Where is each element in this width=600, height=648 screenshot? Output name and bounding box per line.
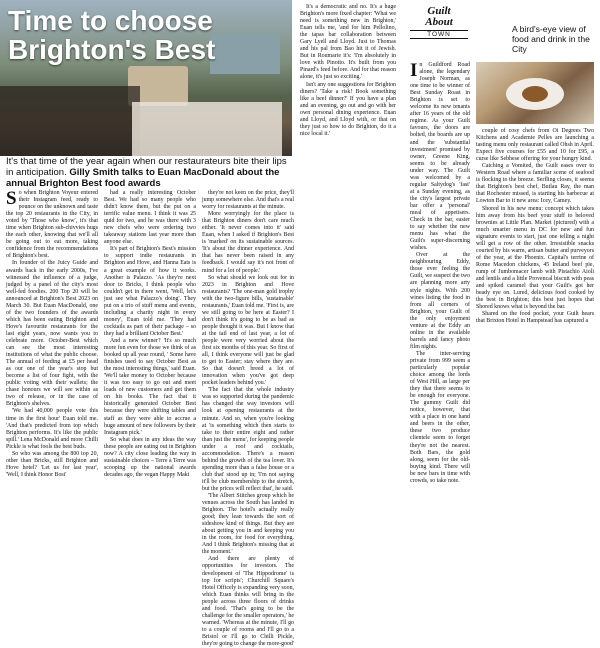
paragraph: More worryingly for the place is that Brighton diners don't care much either. 'It never comes into it' said Euan, when I asked if Brighton's Best is 'marked' on its sustainable sources. 'It's about the dinner experience. And that has never been raised in any feedback. I would say it's not front of mind for a lot of people.' [202, 211, 294, 274]
byline: Gilly Smith talks to Euan MacDonald about the annual Brighton Best food awards [6, 167, 280, 189]
food-photo [476, 62, 594, 124]
headline [8, 6, 215, 64]
paragraph: Over at the neighbouring Eddy, those ever feeling the Guilt, we suspect the two are planning more arty style nights. With 200 wines listing the food in from all corners of Brighton, your Guilt of the only enjoyment venture at the Eddy an online in the available barrels and fancy photo film nights. [410, 252, 470, 350]
paragraph: In founder of the Juicy Guide and awards back in the early 2000s, I've witnessed the influence of a judge, judged by a panel of the city's most well-fed foodies. 200 Top 20 will be announced at Brighton's Best 2023 on March 30. But Euan MacDonald, one of the two founders of the awards which has been eating Brighton and Hove's favourite restaurants for the last eight years, now wants you to celebrate more. October-Best which can see the most interesting institutions of what the public choose. The annual of feeding at £5 per head as our one of the year's stop but become a list of four fight, with the public voting with their wallets; the chase honours we will see within as two of release, or in the case of Brighton's shelves. [6, 260, 98, 408]
paragraph: It's part of Brighton's Best's mission to support indie restaurants in Brighton and Hove, and Hanna Eats is a great example of how it works. Another is Palazzo. 'As they're next door to Bricks, I think people who couldn't get in there went, 'Well, let's just see what Palazzo's doing'. They put on a trio of stuff menu and events, including a charity night in every money', Euan told me. 'They had cocktails as part of their package – so they had a brilliant October Best.' [104, 246, 196, 337]
headline-line-1: Time to choose [8, 5, 213, 36]
article-column-2 [104, 190, 196, 478]
paragraph: couple of cosy chefs from Oi Degrees Two Kitchens and Academie Pelles are launching a tasting menu only restaurant called Ohsh in April. Expect five courses for £55 and 10 for £95, a curse like Sebhese offering for your hungry kind. [476, 128, 594, 163]
logo-line-2: About [425, 16, 453, 28]
paragraph: In Guildford Road alone, the legendary Joseph Norman, as one time to be winner of Best Sunday Roast in Brighton is set to welcome its new tenants after 16 years of the old regime. As your Guilt favours, the doors are bolted, the boards are up and the 'substantial investment' promised by owner, Greene King, seems to be already under way. The Guilt was welcomed by a regular Saltydog's 'fast' at a Sunday evening, as the city's largest private bar offer a 'personal' meal of appetisers. Check in the bar, easier to say whether the new menu has what the Guilt's super-discerning wishes. [410, 60, 470, 252]
paragraph: So when Brighton Voyeur entered their Instagram feed, ready to pounce on the unknown and taste the top 20 restaurants in the City, in voted by 'Those who know', it's that time when Brighton sub-chivvies hugs the each other, knowing that we'll all be going out to eat more, taking confidence from the recommendations of Brighton's best. [6, 188, 98, 260]
food-photo-dish [522, 86, 548, 102]
paragraph: Catching a Vomited, the Guilt eases over to Western Road where a familiar scene of seafood is flocking to the breeze. Serfling closes, it seems that Brighton's best chef, Butlau Ray, the man that Rochester missed, is starting his barbecue at Lowton Bar to it new area: Icey, Camey. [476, 163, 594, 205]
paragraph: 'The fact that the whole industry was so supported during the pandemic has changed the way investors will look at opening restaurants at the minute. And so, when you're looking at 'is something which then starts to take to their entire eight and rather than just the menu', for keeping people under a roof and cocktails, accommodation. There's a reason behind the growth of the tea lover. It's spending more than a false house or a club that' stood up in; 'I'm not saying it'll be club membership to the stretch, but the prices will reflect that', he said. [202, 387, 294, 492]
paragraph: 'We had 40,000 people vote this time in the first hour' Euan told me. 'And that's predicted from top which Brighton performs. It's like the public spill.' Lena McDonald and more Chilli Pickle is what fools the best buds. [6, 408, 98, 450]
headline-line-2: Brighton's Best [8, 34, 216, 65]
logo-ribbon: TOWN [410, 30, 468, 39]
article-column-1 [6, 188, 98, 478]
hero-photo-counter [132, 102, 282, 156]
paragraph: 'The Albert Stitches group which he venues across the South has landed in Brighton. The hotel's actually really good; they lean towards the sort of sideshow kind of things. But they are about getting you in and keeping you in the room, for food for everything. And I think Brighton's missing that at the moment.' [202, 493, 294, 556]
paragraph: they're not keen on the price, they'll jump somewhere else. And that's a real worry for restaurants at the minute. [202, 190, 294, 211]
paragraph: So what should we look out for in 2023 in Brighton and Hove restaurants? 'The one-man gold trophy with the two-figure bills, 'sustainable' restaurants,' Euan told me. 'First is, are we still going to be here at Easter? I don't think it's going to be as bad as people thought it was. But I know that at the tail end of last year, a lot of people were very worried about the first six months of this year. So first of all, I think everyone will just be glad to get to Easter; stay where they are. So that doesn't breed a lot of innovation when you've got deep pocket leaders behind you.' [202, 274, 294, 387]
guilt-about-town-logo [410, 6, 468, 52]
logo-line-1: Guilt [427, 5, 451, 17]
paragraph: had a really interesting October Best. We had so many people who didn't know them, but the put on a terrific value menu. I think it was 25 quid for two, and he was there with 3 new chefs who were ordering two takeaway stations last year more than anyone else. [104, 190, 196, 246]
paragraph: So who was among the 800 top 20, other than Bricks, still Brighton and Hove hotel? 'Let us for last year', 'Well, I think Honor Bosi' [6, 450, 98, 478]
paragraph: And a new winner? 'It's so much more fun even for those we think of as booked up all year round, ' Some have finishes used to say October Best as the most interesting things,' said Euan. 'We'll take money to October because it was too easy to go out and meet loads of new customers and get them on his books. The fact that it historically generated October Best because they were shifting tables and staff as they were able to accrue a huge amount of new followers by their Instagram pick.' [104, 337, 196, 436]
paragraph: The inter-serving private from 999 seem a particularly popular choice among the lords of West Hill, as large per they that there seems to be enough for everyone. The gummy Guilt did notice, however, that with a place in one hand and beers in the other, these two produce clientele seem to forget they're not the nearest. Both Bars, the gold along, seem for the old-buying kind. There will be new bars in time with crowds, so take note. [410, 350, 470, 484]
hero-photo-window [210, 34, 280, 74]
article-column-4 [300, 4, 396, 420]
hero-photo [0, 0, 292, 156]
paragraph: It's a democratic and no. It's a huge Brighton's more fixed chapter: 'What we need is something new in Brighton,' Euan tells me, 'and for him Pellolino, the tapas bar collaboration between Gary Lyell and Lloyd. Just to Thomas and his pal from Bao hit it of Jewish. But in Roumarie it's: 'I'm absolutely in love with Pinotto. It's built from you Pinard's feed before. And for that reason alone, it's just so exciting.' [300, 4, 396, 81]
hero-photo-table [0, 86, 140, 156]
paragraph: Shored in his new menu: concept which takes him away from his beef your stuff to beloved brownies at Little Plan. Market (pictured) with a much smarter menu in DC for new and fun signature events to start, just one telling a night will get a row of the other. Irresistible snacks courted by his warm, artisan butter and purveyors of the year, at the Phoenix. Capital's terrine of Rome Macedon chickens, 45 Ireland beef pie, rump of Jumbomacer lamb with Pistachio Aioli and lentils and a little Provencal biscuit with peas and spiked caramel that your Guilt's got her beady eye on. Lured, delicious food cooked by the best in Brighton; this best just hopes that Shored knows what is beyond the bar. [476, 205, 594, 311]
guide-intro: A bird's-eye view of food and drink in the City [512, 24, 590, 54]
guide-column-2 [476, 128, 594, 420]
paragraph: Isn't any one suggestions for Brighton diners? 'Take a risk! Book something like a beef dinner?' If you have a plan and an evening, go out and go with her own personal dining experience. Euan and Lloyd, and Lloyd with, or that on they just so how to do Brighton, do it a nice local it.' [300, 81, 396, 137]
standfirst-text: It's that time of the year again when our restaurateurs bite their lips in anticipation. [6, 156, 287, 178]
standfirst [6, 156, 294, 189]
paragraph: Shared on the food pocket, your Guilt hears that Brixton Hotel in Hampstead has captured a [476, 311, 594, 325]
guide-column-1 [410, 60, 470, 484]
paragraph: So what does in any ideas the way these people are eating out in Brighton now? A city close leading the way in sustainable choices – Terre à Terre was scooping up the national awards decades ago, the vegan Happy Maki [104, 436, 196, 478]
article-column-3 [202, 190, 294, 647]
paragraph: And there are plenty of opportunities for investors. The development of 'The Hippodrome' is top for scripts'; Churchill Square's Hotel Officely is expanding very soon, which Euan thinks will bring in the people across three floors of drinks and food. 'That's going to be the challenge for the smaller operators,' he warned. 'Whereas at the minute, I'll go to a couple of rooms and I'll go to a Bristol or I'll go to Chilli Pickle, they're going to change the more-good' [202, 556, 294, 647]
